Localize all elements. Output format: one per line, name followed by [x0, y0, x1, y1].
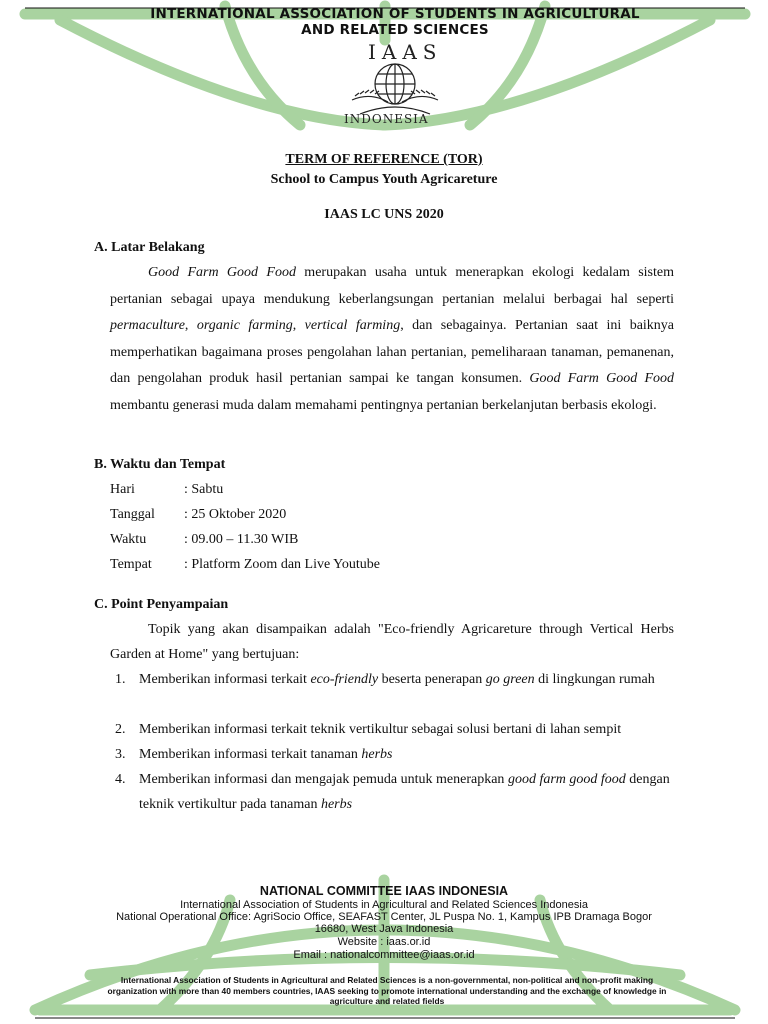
footer-website[interactable]: Website : iaas.or.id: [337, 936, 431, 948]
section-a-paragraph: Good Farm Good Food merupakan usaha untuk menerapkan ekologi kedalam sistem pertanian sebagai upaya mendukung keberlangsungan pertanian melalui berbagai hal seperti permaculture, organic farming, vertical farming, dan sebagainya. Pertanian saat ini baiknya memperhatikan bagaimana proses pengolahan lahan pertanian, pemeliharaan tanaman, pemanenan, dan pengolahan produk hasil pertanian sampai ke tangan konsumen. Good Farm Good Food membantu generasi muda dalam memahami pentingnya pertanian berkelanjutan berbasis ekologi.: [110, 265, 675, 413]
list-item: 4. Memberikan informasi dan mengajak pemuda untuk menerapkan good farm good food dengan teknik vertikultur pada tanaman herbs: [115, 772, 670, 812]
footer-title: NATIONAL COMMITTEE IAAS INDONESIA: [259, 884, 509, 898]
document-subtitle: School to Campus Youth Agricareture: [270, 172, 498, 187]
list-item: 3. Memberikan informasi terkait tanaman herbs: [115, 747, 393, 762]
schedule-row: Tempat : Platform Zoom dan Live Youtube: [110, 557, 380, 572]
document-organizer: IAAS LC UNS 2020: [324, 207, 444, 222]
iaas-logo: [340, 40, 450, 130]
footer-disclaimer: International Association of Students in Agricultural and Related Sciences is a non-governmental, non-political and non-profit making organization with more than 40 members countries, IAAS seeking to promote international understanding and the exchange of knowledge in agriculture and related fields: [107, 975, 667, 1006]
section-c-heading: C. Point Penyampaian: [94, 597, 229, 612]
list-item: 1. Memberikan informasi terkait eco-friendly beserta penerapan go green di lingkungan rumah: [115, 672, 655, 687]
section-c-intro: Topik yang akan disampaikan adalah "Eco-friendly Agricareture through Vertical Herbs Garden at Home" yang bertujuan:: [110, 622, 674, 662]
footer-org-name: International Association of Students in Agricultural and Related Sciences Indonesia: [180, 899, 588, 911]
list-item: 2. Memberikan informasi terkait teknik vertikultur sebagai solusi bertani di lahan sempit: [115, 722, 622, 737]
footer-email[interactable]: Email : nationalcommittee@iaas.or.id: [293, 949, 475, 961]
footer-address-city: 16680, West Java Indonesia: [314, 923, 454, 935]
document-title: TERM OF REFERENCE (TOR): [285, 152, 483, 167]
logo-text: IAAS: [368, 40, 443, 64]
schedule-row: Waktu : 09.00 – 11.30 WIB: [110, 532, 299, 547]
schedule-row: Tanggal : 25 Oktober 2020: [110, 507, 287, 522]
schedule-row: Hari : Sabtu: [110, 482, 224, 497]
logo-subtext: INDONESIA: [344, 112, 429, 126]
section-a-heading: A. Latar Belakang: [94, 240, 205, 255]
header-org-name: INTERNATIONAL ASSOCIATION OF STUDENTS IN AGRICULTURAL AND RELATED SCIENCES: [150, 6, 640, 38]
section-b-heading: B. Waktu dan Tempat: [94, 457, 226, 472]
footer-address: National Operational Office: AgriSocio Office, SEAFAST Center, JL Puspa No. 1, Kampus IPB Dramaga Bogor: [116, 911, 652, 923]
